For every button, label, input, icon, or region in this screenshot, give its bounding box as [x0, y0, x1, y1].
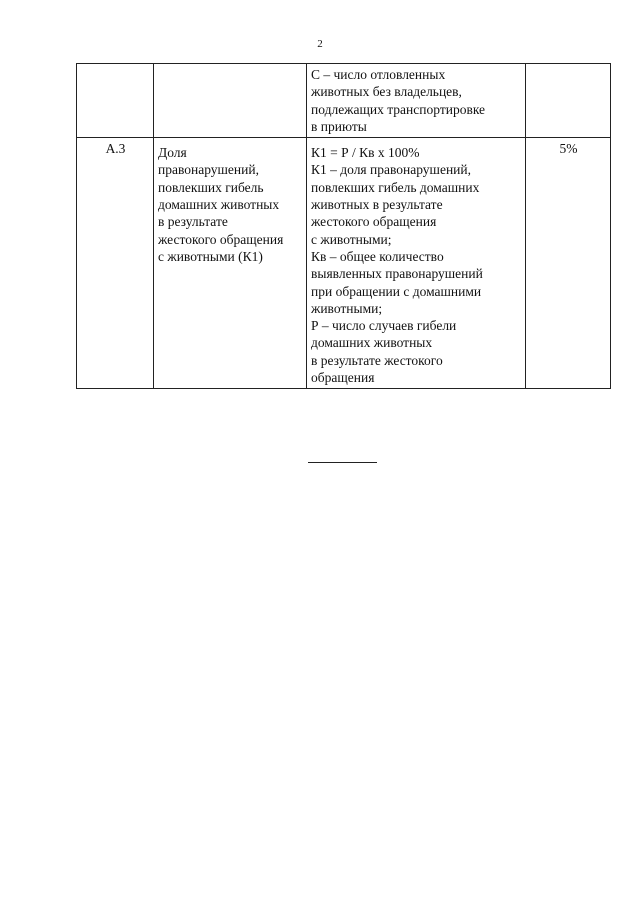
indicator-formula-cell: С – число отловленных животных без владельцев, подлежащих транспортировке в приюты	[307, 64, 526, 138]
end-of-document-rule	[308, 462, 377, 463]
page-number: 2	[317, 38, 323, 50]
indicator-code-cell: А.3	[77, 138, 154, 389]
indicator-code-cell	[77, 64, 154, 138]
indicator-name-cell: Доля правонарушений, повлекших гибель домашних животных в результате жестокого обращения с животными (К1)	[154, 138, 307, 389]
table-row	[77, 64, 611, 138]
indicator-formula-cell: К1 = Р / Кв х 100% К1 – доля правонарушений, повлекших гибель домашних животных в результате жестокого обращения с животными; Кв – общее количество выявленных правонарушений при обращении с домашними животными; Р – число случаев гибели домашних животных в результате жестокого обращения	[307, 138, 526, 389]
indicator-name-cell	[154, 64, 307, 138]
indicator-value-cell: 5%	[526, 138, 611, 389]
indicator-value-cell	[526, 64, 611, 138]
table-row	[77, 138, 611, 389]
indicators-table	[76, 63, 611, 389]
